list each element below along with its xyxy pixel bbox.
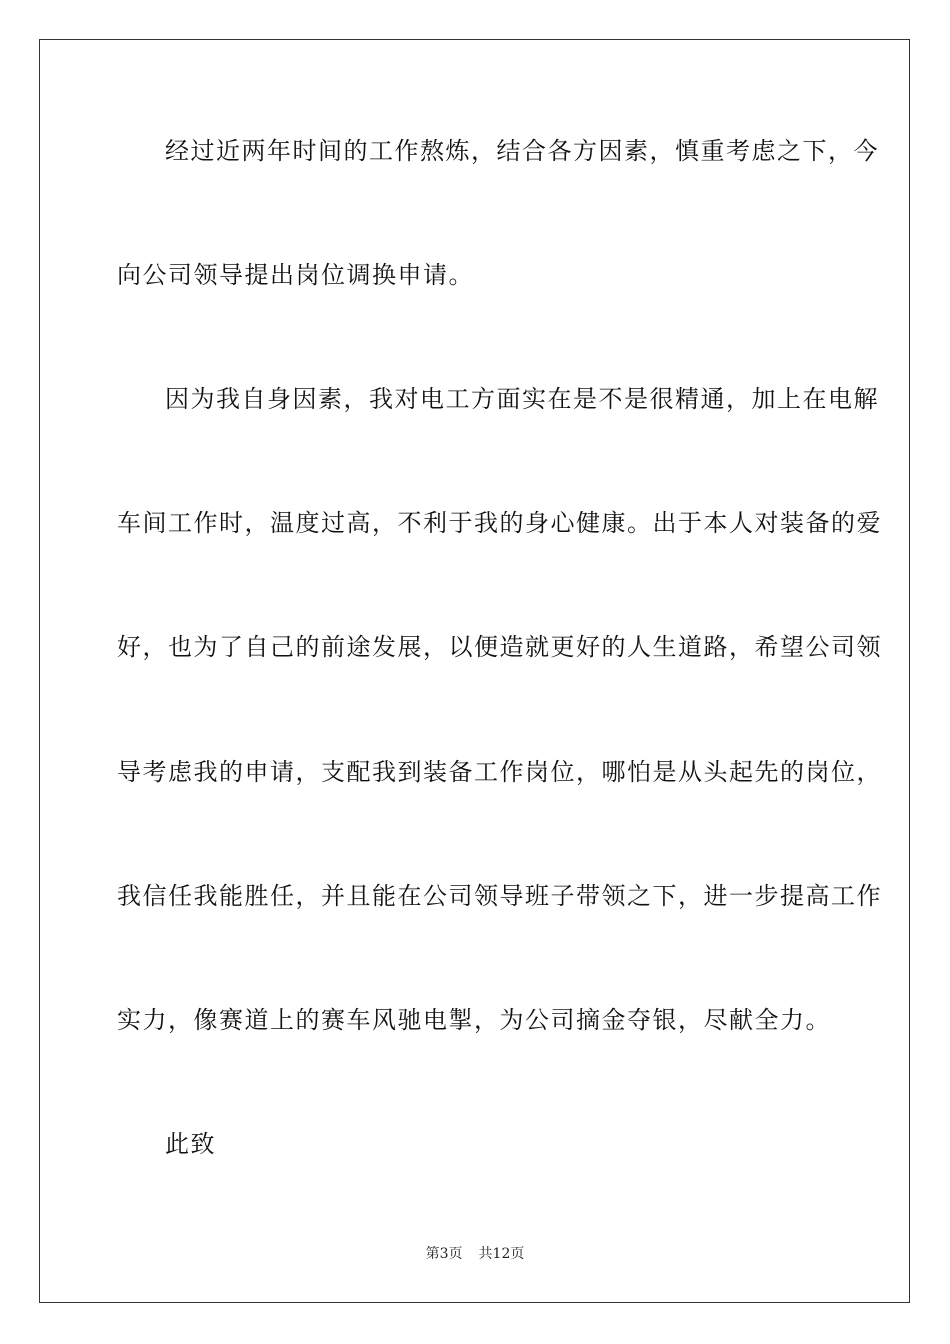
page-number: 第3页 [425,1246,463,1262]
paragraph-2-line-4: 导考虑我的申请，支配我到装备工作岗位，哪怕是从头起先的岗位， [117,758,882,786]
paragraph-2-line-3: 好，也为了自己的前途发展，以便造就更好的人生道路，希望公司领 [117,633,882,661]
paragraph-2-line-5: 我信任我能胜任，并且能在公司领导班子带领之下，进一步提高工作 [117,882,882,910]
paragraph-2-line-2: 车间工作时，温度过高，不利于我的身心健康。出于本人对装备的爱 [117,509,882,537]
page-footer [0,1245,950,1263]
paragraph-2-line-6: 实力，像赛道上的赛车风驰电掣，为公司摘金夺银，尽献全力。 [117,1006,831,1034]
page-total: 共12页 [478,1246,525,1262]
paragraph-2-line-1: 因为我自身因素，我对电工方面实在是不是很精通，加上在电解 [165,385,879,413]
paragraph-1-line-1: 经过近两年时间的工作熬炼，结合各方因素，慎重考虑之下，今 [165,137,879,165]
closing-salutation: 此致 [165,1130,216,1158]
page-frame [39,39,910,1303]
paragraph-1-line-2: 向公司领导提出岗位调换申请。 [117,261,474,289]
